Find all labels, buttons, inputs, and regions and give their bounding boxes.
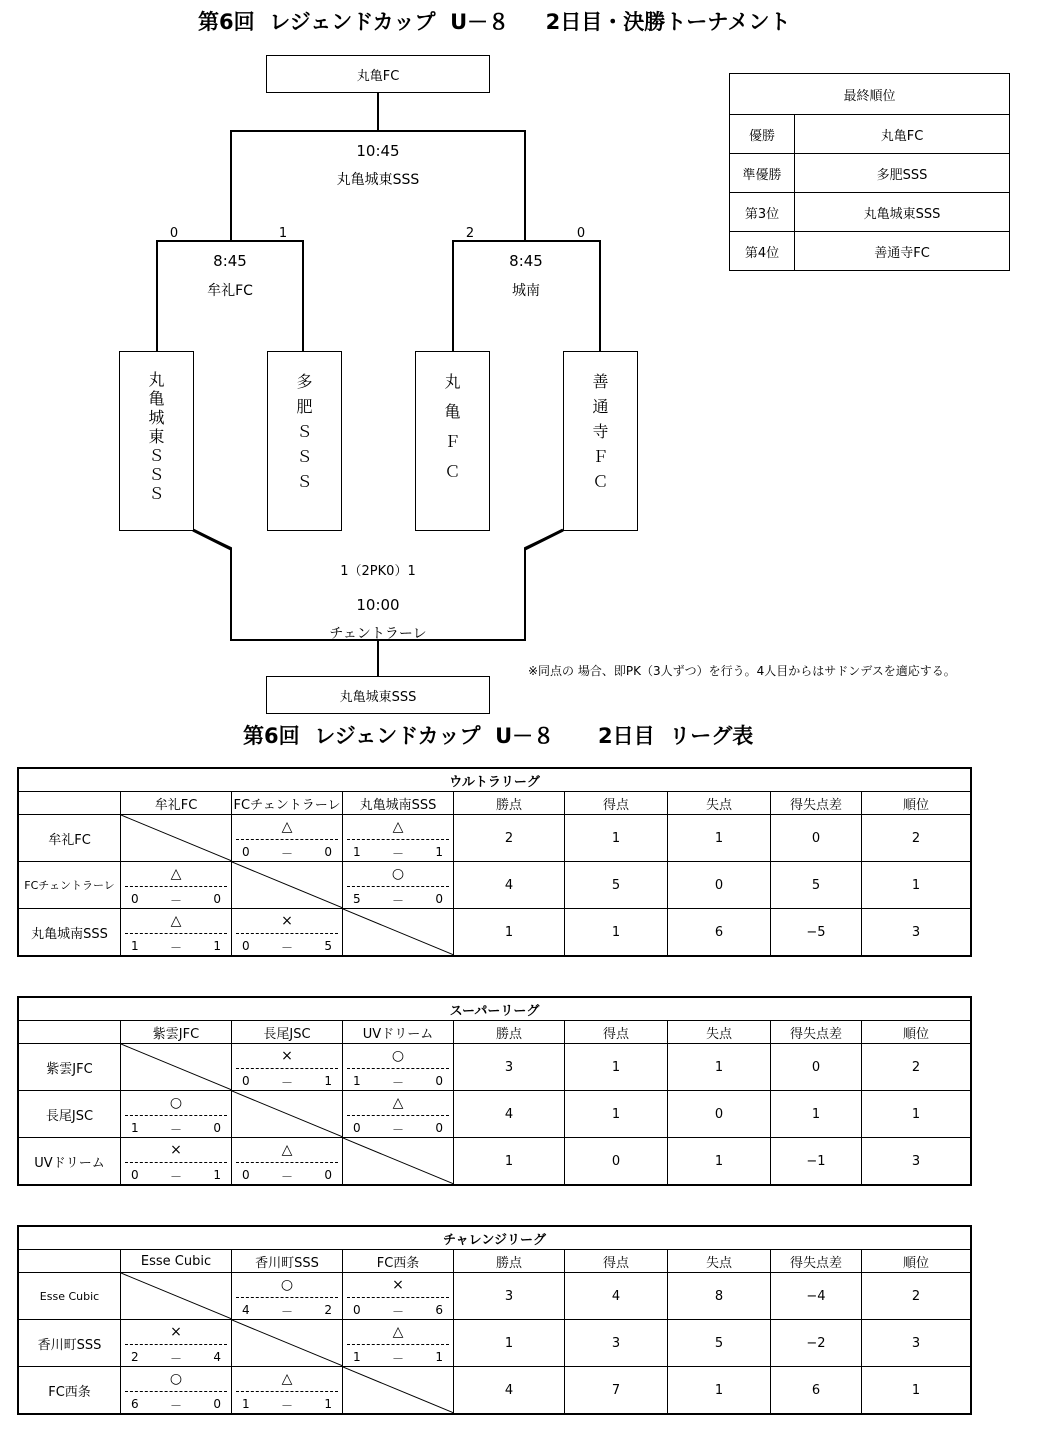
score-dash: － [169, 941, 182, 955]
opponent-header: FC西条 [343, 1250, 454, 1273]
team-char: Ｓ [296, 422, 313, 441]
divider [236, 1391, 338, 1392]
goals-against: 0 [435, 1074, 443, 1088]
goals-for: 4 [242, 1303, 250, 1317]
league-name: チャレンジリーグ [19, 1227, 971, 1250]
semi-left-time: 8:45 [213, 252, 247, 270]
team-char: Ｆ [592, 447, 609, 466]
goals-against: 1 [324, 1397, 332, 1411]
divider [236, 1162, 338, 1163]
final-ranking-table [729, 73, 1010, 271]
corner-cell [19, 1021, 121, 1044]
goals-for: 1 [131, 1121, 139, 1135]
stat-value: 4 [454, 862, 565, 909]
result-symbol: △ [392, 1095, 404, 1111]
league-row [19, 1320, 971, 1367]
stat-value: 1 [668, 1044, 771, 1091]
stat-value: 3 [454, 1044, 565, 1091]
score-dash: － [391, 1305, 404, 1319]
stat-value: 1 [668, 1138, 771, 1185]
stat-value: 0 [565, 1138, 668, 1185]
third-place-winner-box: 丸亀城東SSS [266, 676, 490, 714]
score-dash: － [169, 1352, 182, 1366]
result-symbol: ○ [169, 1095, 183, 1111]
self-match-cell [121, 815, 232, 862]
stat-value: 1 [565, 909, 668, 956]
semi-right-score-left: 2 [465, 226, 475, 241]
goals-for: 1 [353, 845, 361, 859]
stat-value: 7 [565, 1367, 668, 1414]
stat-value: 1 [454, 909, 565, 956]
opponent-header: 長尾JSC [232, 1021, 343, 1044]
third-place-time: 10:00 [356, 596, 400, 614]
rank-place: 準優勝 [730, 154, 795, 193]
divider [125, 1344, 227, 1345]
goals-for: 0 [242, 939, 250, 953]
opponent-header: 牟礼FC [121, 792, 232, 815]
stat-value: 1 [565, 815, 668, 862]
match-result-cell [232, 815, 343, 862]
self-match-cell [232, 862, 343, 909]
self-match-cell [343, 1138, 454, 1185]
team-name: UVドリーム [19, 1138, 121, 1185]
goals-against: 1 [435, 845, 443, 859]
semi-right-score-right: 0 [576, 226, 586, 241]
result-symbol: ○ [280, 1277, 294, 1293]
rank-team: 多肥SSS [795, 154, 1010, 193]
stat-header: 順位 [862, 1021, 971, 1044]
stat-header: 得点 [565, 792, 668, 815]
league-row [19, 1091, 971, 1138]
stat-header: 失点 [668, 1250, 771, 1273]
stat-header: 順位 [862, 792, 971, 815]
goals-for: 6 [131, 1397, 139, 1411]
league-title: 第6回 レジェンドカップ U－８ 2日目 リーグ表 [243, 724, 754, 748]
score-dash: － [391, 847, 404, 861]
opponent-header: 香川町SSS [232, 1250, 343, 1273]
score-dash: － [280, 1170, 293, 1184]
team-char: Ｃ [444, 462, 461, 481]
league-row [19, 862, 971, 909]
match-result-cell [343, 815, 454, 862]
team-char: 肥 [296, 397, 313, 416]
team-char: 丸 [444, 372, 461, 391]
match-result-cell [121, 1320, 232, 1367]
goals-against: 0 [213, 1121, 221, 1135]
result-symbol: × [281, 913, 293, 929]
divider [236, 839, 338, 840]
rank-place: 優勝 [730, 115, 795, 154]
match-result-cell [343, 1091, 454, 1138]
divider [347, 886, 449, 887]
result-symbol: △ [392, 1324, 404, 1340]
stat-value: 1 [454, 1138, 565, 1185]
stat-value: 1 [668, 815, 771, 862]
goals-against: 0 [324, 845, 332, 859]
team-char: 通 [592, 397, 609, 416]
league-table [18, 1226, 971, 1414]
goals-for: 2 [131, 1350, 139, 1364]
self-match-cell [343, 1367, 454, 1414]
divider [236, 933, 338, 934]
stat-value: 4 [565, 1273, 668, 1320]
goals-for: 0 [242, 845, 250, 859]
league-row [19, 1044, 971, 1091]
stat-value: 0 [668, 862, 771, 909]
result-symbol: ○ [391, 866, 405, 882]
score-dash: － [169, 1399, 182, 1413]
team-box-zentsuji [563, 351, 638, 531]
league-row [19, 1367, 971, 1414]
goals-against: 5 [324, 939, 332, 953]
result-symbol: × [170, 1324, 182, 1340]
opponent-header: Esse Cubic [121, 1250, 232, 1273]
goals-for: 0 [353, 1303, 361, 1317]
divider [347, 839, 449, 840]
stat-value: 1 [565, 1091, 668, 1138]
rank-place: 第3位 [730, 193, 795, 232]
divider [125, 1115, 227, 1116]
team-char: 多 [296, 372, 313, 391]
stat-value: 2 [862, 1273, 971, 1320]
stat-value: 2 [862, 815, 971, 862]
divider [125, 1391, 227, 1392]
stat-header: 失点 [668, 1021, 771, 1044]
goals-against: 0 [213, 892, 221, 906]
goals-against: 1 [213, 939, 221, 953]
opponent-header: 紫雲JFC [121, 1021, 232, 1044]
stat-value: 5 [668, 1320, 771, 1367]
score-dash: － [280, 941, 293, 955]
opponent-header: FCチェントラーレ [232, 792, 343, 815]
result-symbol: × [281, 1048, 293, 1064]
match-result-cell [343, 862, 454, 909]
team-char: 亀 [148, 389, 165, 408]
team-name: 長尾JSC [19, 1091, 121, 1138]
semi-right-court: 城南 [512, 283, 540, 299]
divider [347, 1115, 449, 1116]
opponent-header: UVドリーム [343, 1021, 454, 1044]
stat-value: 3 [862, 909, 971, 956]
stat-value: 2 [862, 1044, 971, 1091]
stat-header: 得失点差 [771, 1250, 862, 1273]
score-dash: － [391, 1352, 404, 1366]
team-char: Ｓ [296, 472, 313, 491]
match-result-cell [343, 1273, 454, 1320]
stat-value: 5 [771, 862, 862, 909]
team-box-marugame-joto [119, 351, 194, 531]
goals-against: 0 [435, 1121, 443, 1135]
score-dash: － [169, 894, 182, 908]
goals-for: 0 [131, 1168, 139, 1182]
result-symbol: ○ [391, 1048, 405, 1064]
goals-against: 0 [213, 1397, 221, 1411]
stat-value: 6 [668, 909, 771, 956]
rank-team: 丸亀城東SSS [795, 193, 1010, 232]
semi-left-court: 牟礼FC [207, 283, 253, 299]
goals-against: 2 [324, 1303, 332, 1317]
stat-value: 1 [862, 862, 971, 909]
stat-header: 勝点 [454, 1250, 565, 1273]
goals-for: 0 [131, 892, 139, 906]
score-dash: － [391, 1076, 404, 1090]
stat-header: 得失点差 [771, 792, 862, 815]
self-match-cell [343, 909, 454, 956]
match-result-cell [121, 909, 232, 956]
stat-value: 3 [565, 1320, 668, 1367]
team-name: 紫雲JFC [19, 1044, 121, 1091]
team-name: Esse Cubic [19, 1273, 121, 1320]
team-char: Ｃ [592, 472, 609, 491]
stat-header: 得点 [565, 1250, 668, 1273]
divider [347, 1344, 449, 1345]
goals-for: 1 [131, 939, 139, 953]
stat-value: 1 [565, 1044, 668, 1091]
team-char: Ｓ [148, 484, 165, 503]
divider [347, 1068, 449, 1069]
stat-value: 0 [771, 1044, 862, 1091]
team-char: Ｓ [148, 446, 165, 465]
semi-left-score-left: 0 [169, 226, 179, 241]
stat-value: 5 [565, 862, 668, 909]
result-symbol: △ [281, 1371, 293, 1387]
match-result-cell [232, 1367, 343, 1414]
rank-team: 善通寺FC [795, 232, 1010, 271]
score-dash: － [280, 847, 293, 861]
self-match-cell [232, 1320, 343, 1367]
stat-header: 得点 [565, 1021, 668, 1044]
result-symbol: × [170, 1142, 182, 1158]
stat-value: 1 [862, 1091, 971, 1138]
score-dash: － [169, 1123, 182, 1137]
divider [125, 886, 227, 887]
final-court: 丸亀城東SSS [336, 172, 420, 188]
score-dash: － [280, 1305, 293, 1319]
team-char: 亀 [444, 402, 461, 421]
divider [236, 1297, 338, 1298]
self-match-cell [232, 1091, 343, 1138]
team-name: FC西条 [19, 1367, 121, 1414]
self-match-cell [121, 1044, 232, 1091]
self-match-cell [121, 1273, 232, 1320]
goals-against: 6 [435, 1303, 443, 1317]
score-dash: － [280, 1076, 293, 1090]
league-row [19, 1273, 971, 1320]
stat-value: 6 [771, 1367, 862, 1414]
team-char: Ｆ [444, 432, 461, 451]
team-char: 東 [148, 427, 165, 446]
pk-note: ※同点の 場合、即PK（3人ずつ）を行う。4人目からはサドンデスを適応する。 [528, 664, 956, 678]
stat-value: −1 [771, 1138, 862, 1185]
match-result-cell [232, 1273, 343, 1320]
league-table [18, 768, 971, 956]
goals-against: 1 [213, 1168, 221, 1182]
stat-value: 4 [454, 1091, 565, 1138]
goals-against: 1 [324, 1074, 332, 1088]
match-result-cell [232, 1138, 343, 1185]
result-symbol: △ [281, 1142, 293, 1158]
league-name: スーパーリーグ [19, 998, 971, 1021]
stat-value: 1 [668, 1367, 771, 1414]
goals-against: 1 [435, 1350, 443, 1364]
match-result-cell [121, 862, 232, 909]
goals-against: 0 [435, 892, 443, 906]
league-row [19, 815, 971, 862]
stat-value: −4 [771, 1273, 862, 1320]
stat-value: 3 [454, 1273, 565, 1320]
champion-box: 丸亀FC [266, 55, 490, 93]
corner-cell [19, 792, 121, 815]
goals-for: 1 [353, 1350, 361, 1364]
final-time: 10:45 [356, 142, 400, 160]
semi-right-time: 8:45 [509, 252, 543, 270]
league-row [19, 1138, 971, 1185]
team-name: 香川町SSS [19, 1320, 121, 1367]
match-result-cell [343, 1044, 454, 1091]
result-symbol: ○ [169, 1371, 183, 1387]
league-row [19, 909, 971, 956]
divider [347, 1297, 449, 1298]
divider [236, 1068, 338, 1069]
stat-value: 3 [862, 1138, 971, 1185]
match-result-cell [121, 1367, 232, 1414]
match-result-cell [232, 1044, 343, 1091]
stat-value: 4 [454, 1367, 565, 1414]
score-dash: － [391, 1123, 404, 1137]
ranking-header: 最終順位 [730, 74, 1010, 115]
stat-header: 勝点 [454, 792, 565, 815]
stat-value: −5 [771, 909, 862, 956]
stat-header: 失点 [668, 792, 771, 815]
stat-value: 0 [668, 1091, 771, 1138]
league-table [18, 997, 971, 1185]
match-result-cell [121, 1138, 232, 1185]
goals-for: 1 [242, 1397, 250, 1411]
stat-header: 勝点 [454, 1021, 565, 1044]
team-char: 丸 [148, 370, 165, 389]
match-result-cell [343, 1320, 454, 1367]
third-place-score: 1（2PK0）1 [340, 564, 416, 579]
divider [125, 1162, 227, 1163]
goals-for: 0 [242, 1074, 250, 1088]
stat-header: 得失点差 [771, 1021, 862, 1044]
stat-value: 1 [862, 1367, 971, 1414]
team-char: 善 [592, 372, 609, 391]
goals-against: 4 [213, 1350, 221, 1364]
goals-against: 0 [324, 1168, 332, 1182]
match-result-cell [121, 1091, 232, 1138]
stat-value: 1 [771, 1091, 862, 1138]
stat-header: 順位 [862, 1250, 971, 1273]
rank-place: 第4位 [730, 232, 795, 271]
stat-value: 8 [668, 1273, 771, 1320]
stat-value: 1 [454, 1320, 565, 1367]
score-dash: － [391, 894, 404, 908]
result-symbol: △ [170, 866, 182, 882]
third-place-court: チェントラーレ [329, 626, 427, 642]
stat-value: 0 [771, 815, 862, 862]
goals-for: 5 [353, 892, 361, 906]
team-box-tahi [267, 351, 342, 531]
goals-for: 0 [242, 1168, 250, 1182]
league-name: ウルトラリーグ [19, 769, 971, 792]
goals-for: 1 [353, 1074, 361, 1088]
result-symbol: △ [170, 913, 182, 929]
tournament-title: 第6回 レジェンドカップ U－８ 2日目・決勝トーナメント [198, 10, 791, 34]
semi-left-score-right: 1 [278, 226, 288, 241]
result-symbol: △ [392, 819, 404, 835]
result-symbol: △ [281, 819, 293, 835]
stat-value: −2 [771, 1320, 862, 1367]
divider [125, 933, 227, 934]
score-dash: － [280, 1399, 293, 1413]
goals-for: 0 [353, 1121, 361, 1135]
team-name: FCチェントラーレ [19, 862, 121, 909]
opponent-header: 丸亀城南SSS [343, 792, 454, 815]
team-char: 城 [148, 408, 165, 427]
team-name: 丸亀城南SSS [19, 909, 121, 956]
team-name: 牟礼FC [19, 815, 121, 862]
team-char: Ｓ [148, 465, 165, 484]
team-char: Ｓ [296, 447, 313, 466]
team-box-marugame [415, 351, 490, 531]
stat-value: 3 [862, 1320, 971, 1367]
result-symbol: × [392, 1277, 404, 1293]
match-result-cell [232, 909, 343, 956]
rank-team: 丸亀FC [795, 115, 1010, 154]
score-dash: － [169, 1170, 182, 1184]
team-char: 寺 [592, 422, 609, 441]
corner-cell [19, 1250, 121, 1273]
stat-value: 2 [454, 815, 565, 862]
